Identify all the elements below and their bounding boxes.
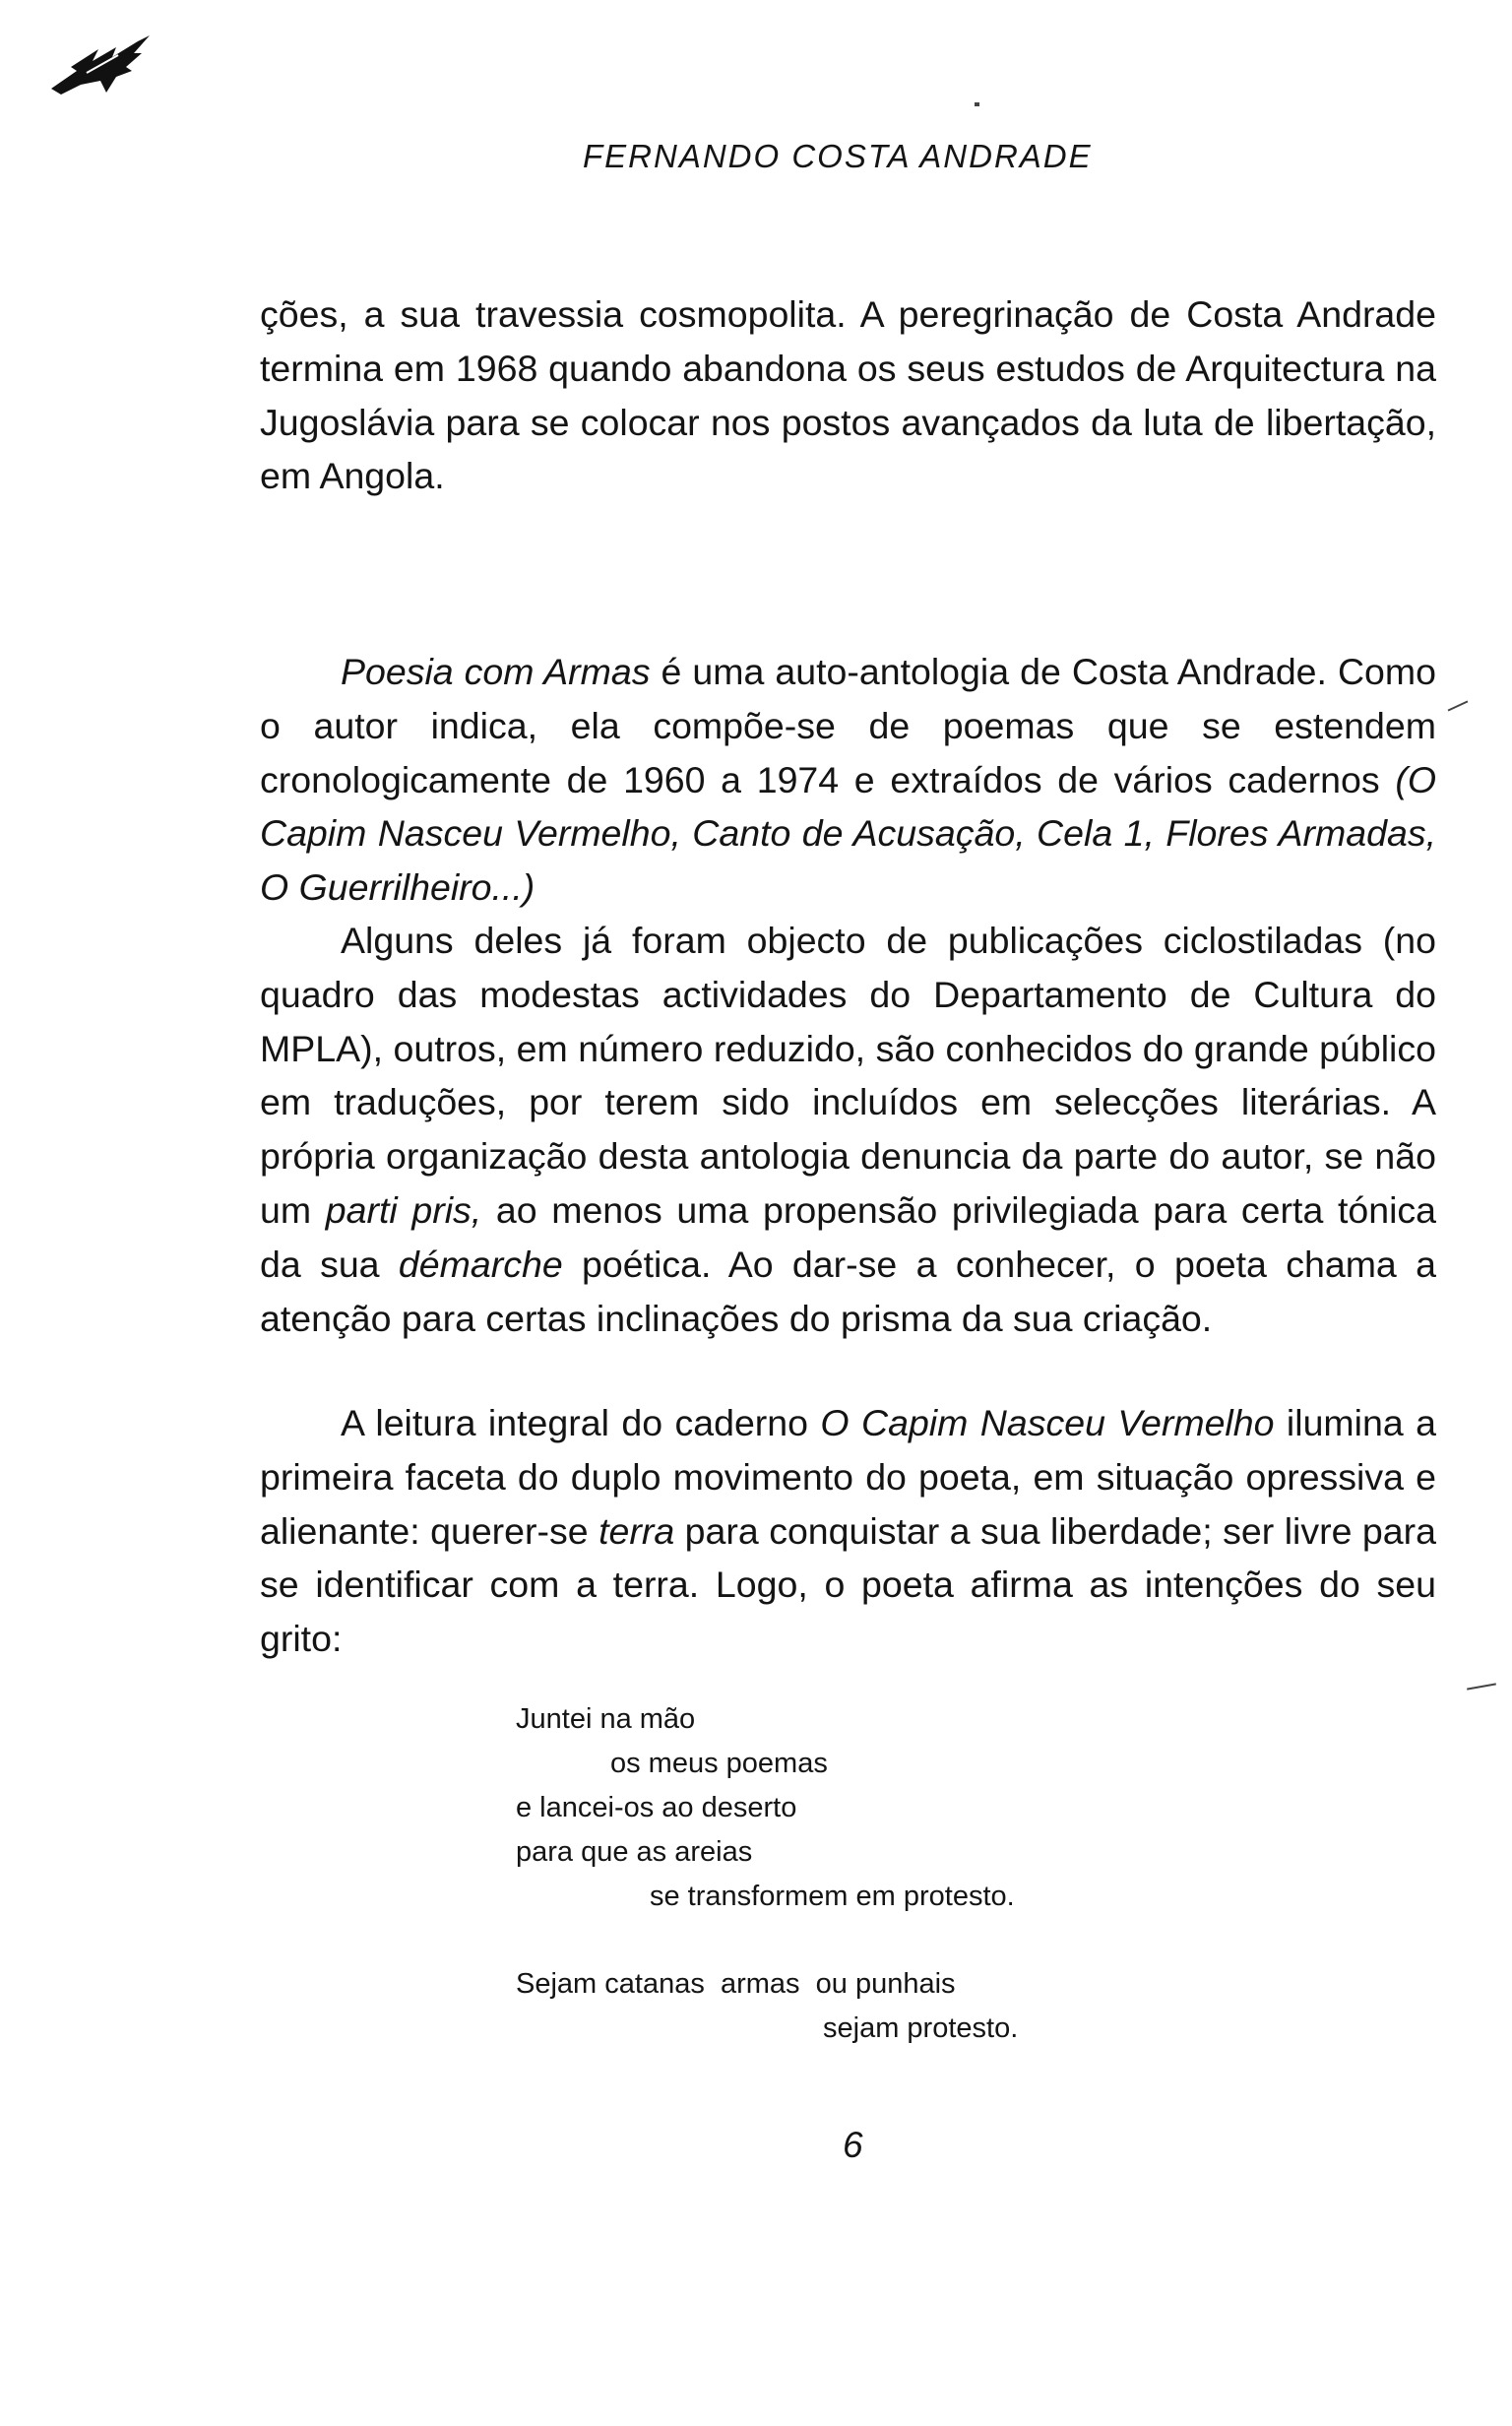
poem [516, 1697, 1018, 2051]
poem-line: os meus poemas [610, 1748, 828, 1779]
paragraph-4-text-c: para conquistar a sua liberdade; ser livre para se identificar com a terra. Logo, o poeta afirma as intenções do seu grito: [260, 1509, 1436, 1660]
paragraph-1: ções, a sua travessia cosmopolita. A peregrinação de Costa Andrade termina em 1968 quando abandona os seus estudos de Arquitectura na Jugoslávia para se colocar nos postos avançados da luta de libertação, em Angola. [260, 293, 1436, 497]
scan-speck [975, 102, 979, 106]
paragraph-4-text-b: ilumina a primeira faceta do duplo movimento do poeta, em situação opressiva e alienante: querer-se [260, 1402, 1436, 1552]
poem-line: para que as areias [516, 1836, 753, 1868]
running-head: FERNANDO COSTA ANDRADE [583, 138, 1093, 174]
poem-line: sejam protesto. [823, 2012, 1019, 2044]
page-number: 6 [843, 2125, 863, 2165]
paragraph-4 [260, 1396, 1436, 1666]
paragraph-4-italic-2: terra [598, 1509, 675, 1552]
ink-mark-icon [47, 28, 156, 101]
stanza-gap [516, 1919, 1018, 1962]
paragraph-2-text: é uma auto-antologia de Costa Andrade. Como o autor indica, ela compõe-se de poemas que se estendem cronologicamente de 1960 a 1974 e extraídos de vários cadernos [260, 651, 1437, 800]
paragraph-3-text-c: poética. Ao dar-se a conhecer, o poeta chama a atenção para certas inclinações do prisma da sua criação. [260, 1243, 1437, 1339]
paragraph-3 [260, 914, 1436, 1345]
paragraph-2 [260, 645, 1436, 915]
paragraph-4-text-a: A leitura integral do caderno [341, 1402, 821, 1443]
poem-line: e lancei-os ao deserto [516, 1792, 797, 1823]
poem-line: Sejam catanas armas ou punhais [516, 1968, 956, 2000]
paragraph-3-italic-2: démarche [398, 1243, 563, 1285]
paragraph-4-italic-1: O Capim Nasceu Vermelho [820, 1402, 1275, 1443]
book-title: Poesia com Armas [341, 651, 651, 692]
scan-speck [1467, 1683, 1496, 1690]
poem-line: Juntei na mão [516, 1703, 696, 1735]
works-list: (O Capim Nasceu Vermelho, Canto de Acusação, Cela 1, Flores Armadas, O Guerrilheiro...) [260, 758, 1436, 909]
paragraph-3-text-b: ao menos uma propensão privilegiada para certa tónica da sua [260, 1188, 1437, 1285]
paragraph-3-italic-1: parti pris, [325, 1188, 482, 1231]
poem-line: se transformem em protesto. [650, 1881, 1015, 1912]
paragraph-3-text-a: Alguns deles já foram objecto de publicações ciclostiladas (no quadro das modestas actividades do Departamento de Cultura do MPLA), outros, em número reduzido, são conhecidos do grande público em traduções, por terem sido incluídos em selecções literárias. A própria organização desta antologia denuncia da parte do autor, se não um [260, 920, 1436, 1231]
scan-speck [1448, 700, 1469, 711]
